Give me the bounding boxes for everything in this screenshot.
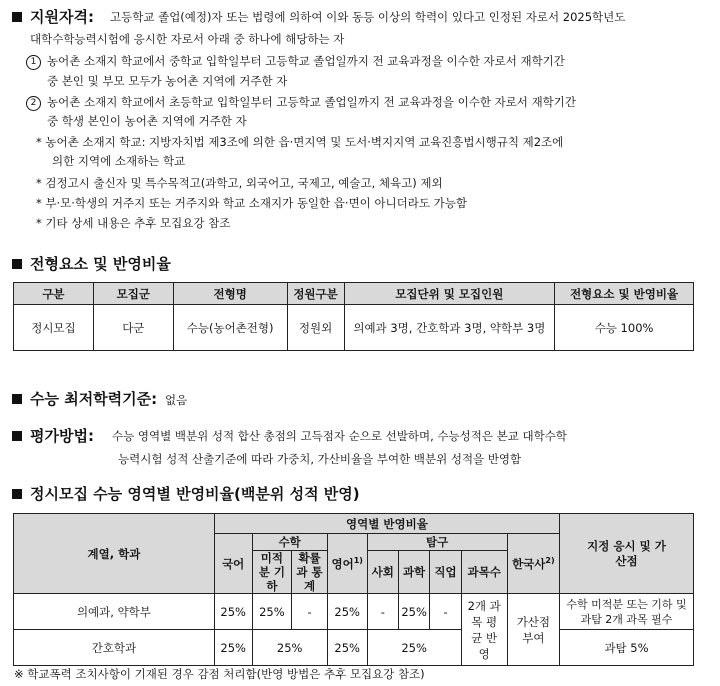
row2-inquiry: 25% <box>367 630 461 666</box>
row1-job: - <box>430 594 461 630</box>
row2-english: 25% <box>327 630 367 666</box>
cell-category: 정시모집 <box>14 305 94 351</box>
eligibility-item-2-line2: 중 학생 본인이 농어촌 지역에 거주한 자 <box>47 114 247 128</box>
row1-special-text: 수학 미적분 또는 기하 및 과탐 2개 과목 필수 <box>566 597 687 626</box>
header-subjects: 과목수 <box>461 551 507 594</box>
row2-special: 과탐 5% <box>560 630 694 666</box>
eligibility-note-1: * 농어촌 소재지 학교: 지방자치법 제3조에 의한 읍·면지역 및 도서·벽지지역 교육진흥법시행규칙 제2조에 <box>36 135 564 149</box>
item2-line1: 농어촌 소재지 학교에서 초등학교 입학일부터 고등학교 졸업일까지 전 교육과정을 이수한 자로서 재학기간 <box>47 95 577 109</box>
cell-quota-type: 정원외 <box>287 305 344 351</box>
subjects-merged-cell <box>461 594 507 666</box>
header-prob <box>292 551 328 594</box>
item1-line1: 농어촌 소재지 학교에서 중학교 입학일부터 고등학교 졸업일까지 전 교육과정을 이수한 자로서 재학기간 <box>47 54 565 68</box>
header-history-sup: 2) <box>545 555 555 565</box>
cell-units: 의예과 3명, 간호학과 3명, 약학부 3명 <box>344 305 555 351</box>
header-job: 직업 <box>430 551 461 594</box>
selection-header-row <box>14 283 694 305</box>
row1-special <box>560 594 694 630</box>
header-dept: 계열, 학과 <box>14 514 215 594</box>
header-math: 수학 <box>252 534 327 551</box>
footnote: ※ 학교폭력 조치사항이 기재된 경우 감점 처리함(반영 방법은 추후 모집요강 참조) <box>14 667 425 681</box>
header-korean: 국어 <box>214 534 252 594</box>
header-area: 영역별 반영비율 <box>214 514 559 534</box>
evaluation-line1: 수능 영역별 백분위 성적 합산 총점의 고득점자 순으로 선발하며, 수능성적은 본교 대학수학 <box>112 429 567 443</box>
eligibility-note-1-line2: 의한 지역에 소재하는 학교 <box>52 154 186 168</box>
bullet-square-icon <box>12 394 22 404</box>
row1-science: 25% <box>398 594 429 630</box>
selection-heading <box>12 253 171 274</box>
eligibility-intro-line1: 고등학교 졸업(예정)자 또는 법령에 의하여 이와 동등 이상의 학력이 있다고 인정된 자로서 2025학년도 <box>110 10 626 24</box>
row1-social: - <box>367 594 398 630</box>
eligibility-item-1-line2: 중 본인 및 부모 모두가 농어촌 지역에 거주한 자 <box>47 74 288 88</box>
header-english-text: 영어 <box>331 556 354 571</box>
row1-prob: - <box>292 594 328 630</box>
ratio-heading <box>12 483 360 504</box>
eligibility-note-3: * 부·모·학생의 거주지 또는 거주지와 학교 소재지가 동일한 읍·면이 아니더라도 가능함 <box>36 196 467 210</box>
eligibility-title: 지원자격: <box>30 8 94 26</box>
header-calc-text: 미적분 기하 <box>258 551 285 593</box>
selection-data-row <box>14 305 694 351</box>
circled-number-1: 1 <box>26 55 41 70</box>
header-history-text: 한국사 <box>512 556 546 571</box>
header-quota-type: 정원구분 <box>287 283 344 305</box>
header-social: 사회 <box>367 551 398 594</box>
min-standard-value: 없음 <box>164 393 188 407</box>
header-calc <box>252 551 292 594</box>
ratio-title: 정시모집 수능 영역별 반영비율(백분위 성적 반영) <box>30 485 360 503</box>
header-prob-text: 확률과 통계 <box>296 551 323 593</box>
eligibility-note-2: * 검정고시 출신자 및 특수목적고(과학고, 외국어고, 국제고, 예술고, 체육고) 제외 <box>36 176 443 190</box>
ratio-table <box>13 513 694 666</box>
row1-calc: 25% <box>252 594 292 630</box>
selection-title: 전형요소 및 반영비율 <box>30 255 171 273</box>
header-category: 구분 <box>14 283 94 305</box>
ratio-row-2 <box>14 630 694 666</box>
bullet-square-icon <box>12 431 22 441</box>
evaluation-heading <box>12 425 94 446</box>
subjects-merged-text: 2개 과목 평균 반영 <box>467 598 501 661</box>
row2-korean: 25% <box>214 630 252 666</box>
row1-dept: 의예과, 약학부 <box>14 594 215 630</box>
header-special <box>560 514 694 594</box>
header-inquiry: 탐구 <box>367 534 507 551</box>
row2-math: 25% <box>252 630 327 666</box>
history-merged-text: 가산점 부여 <box>516 614 551 645</box>
header-english <box>327 534 367 594</box>
header-units: 모집단위 및 모집인원 <box>344 283 555 305</box>
eligibility-item-2 <box>26 94 576 111</box>
evaluation-title: 평가방법: <box>30 427 94 445</box>
selection-table <box>13 282 694 351</box>
header-special-text: 지정 응시 및 가산점 <box>587 538 666 568</box>
cell-elements: 수능 100% <box>555 305 694 351</box>
header-english-sup: 1) <box>353 555 363 565</box>
bullet-square-icon <box>12 489 22 499</box>
bullet-square-icon <box>12 259 22 269</box>
eligibility-heading <box>12 6 94 27</box>
row1-english: 25% <box>327 594 367 630</box>
evaluation-line2: 능력시험 성적 산출기준에 따라 가중치, 가산비율을 부여한 백분위 성적을 반영함 <box>118 452 522 466</box>
header-elements: 전형요소 및 반영비율 <box>555 283 694 305</box>
bullet-square-icon <box>12 12 22 22</box>
cell-group: 다군 <box>93 305 173 351</box>
cell-track-name: 수능(농어촌전형) <box>173 305 287 351</box>
header-science: 과학 <box>398 551 429 594</box>
ratio-row-1 <box>14 594 694 630</box>
eligibility-intro-line2: 대학수학능력시험에 응시한 자로서 아래 중 하나에 해당하는 자 <box>30 32 345 46</box>
row1-korean: 25% <box>214 594 252 630</box>
header-group: 모집군 <box>93 283 173 305</box>
min-standard-heading <box>12 388 187 409</box>
header-track-name: 전형명 <box>173 283 287 305</box>
eligibility-item-1 <box>26 53 565 70</box>
history-merged-cell <box>507 594 559 666</box>
eligibility-note-4: * 기타 상세 내용은 추후 모집요강 참조 <box>36 216 231 230</box>
row2-dept: 간호학과 <box>14 630 215 666</box>
min-standard-title: 수능 최저학력기준: <box>30 390 158 408</box>
circled-number-2: 2 <box>26 96 41 111</box>
header-history <box>507 534 559 594</box>
